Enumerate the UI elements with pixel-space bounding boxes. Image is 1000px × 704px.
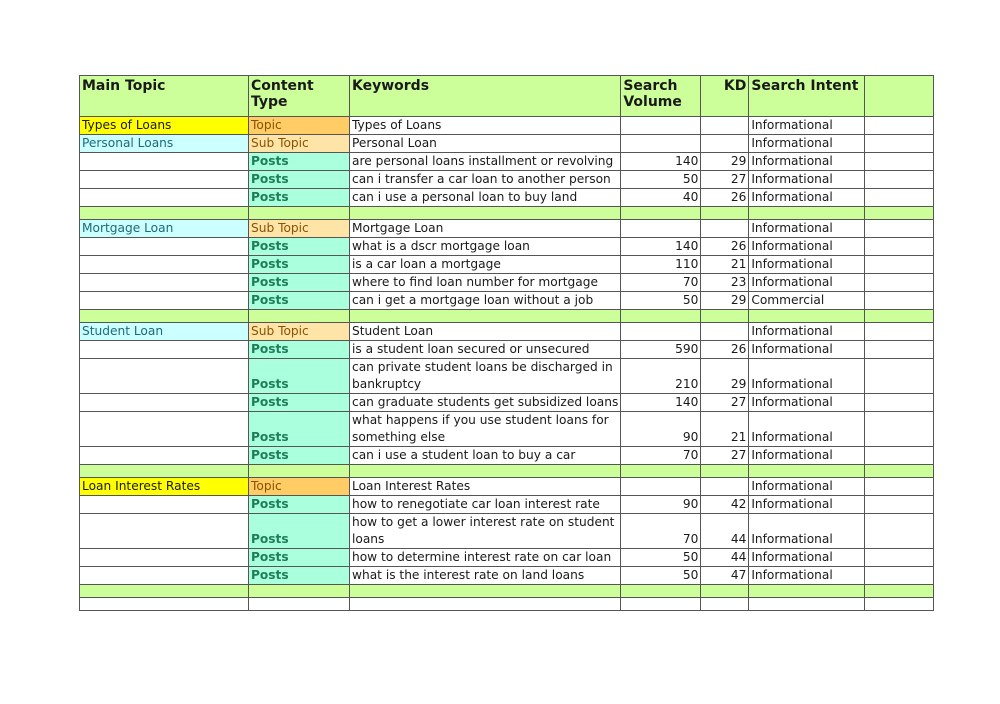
extra-cell[interactable] <box>865 153 934 171</box>
table-row <box>80 238 934 256</box>
content-type-cell[interactable]: Posts <box>249 171 350 189</box>
search-intent-cell[interactable]: Informational <box>749 220 865 238</box>
search-volume-cell[interactable]: 50 <box>621 171 701 189</box>
search-intent-cell[interactable]: Informational <box>749 447 865 465</box>
spacer-row <box>80 585 934 598</box>
search-volume-cell[interactable] <box>621 220 701 238</box>
table-row <box>80 153 934 171</box>
empty-cell[interactable] <box>350 598 621 611</box>
content-type-cell[interactable]: Topic <box>249 478 350 496</box>
empty-cell[interactable] <box>350 585 621 598</box>
table-row <box>80 549 934 567</box>
search-volume-cell[interactable]: 140 <box>621 153 701 171</box>
empty-cell[interactable] <box>865 310 934 323</box>
kd-cell[interactable]: 27 <box>701 447 749 465</box>
keyword-cell[interactable]: can i get a mortgage loan without a job <box>350 292 621 310</box>
search-volume-cell[interactable]: 140 <box>621 238 701 256</box>
spacer-row <box>80 310 934 323</box>
search-volume-cell[interactable]: 50 <box>621 292 701 310</box>
kd-cell[interactable]: 23 <box>701 274 749 292</box>
kd-cell[interactable]: 27 <box>701 394 749 412</box>
empty-cell[interactable] <box>749 207 865 220</box>
content-type-cell[interactable]: Posts <box>249 153 350 171</box>
header-row <box>80 76 934 117</box>
table-row <box>80 220 934 238</box>
empty-cell[interactable] <box>749 585 865 598</box>
kd-cell[interactable]: 47 <box>701 567 749 585</box>
keyword-cell[interactable]: can graduate students get subsidized loans <box>350 394 621 412</box>
keyword-cell[interactable]: can i use a personal loan to buy land <box>350 189 621 207</box>
empty-cell[interactable] <box>621 598 701 611</box>
kd-cell[interactable]: 29 <box>701 153 749 171</box>
keyword-cell[interactable]: Student Loan <box>350 323 621 341</box>
table-row <box>80 567 934 585</box>
search-volume-cell[interactable]: 70 <box>621 274 701 292</box>
search-intent-cell[interactable]: Informational <box>749 412 865 447</box>
empty-cell[interactable] <box>350 465 621 478</box>
content-type-cell[interactable]: Posts <box>249 496 350 514</box>
search-volume-cell[interactable]: 50 <box>621 567 701 585</box>
search-volume-cell[interactable]: 40 <box>621 189 701 207</box>
table-row <box>80 341 934 359</box>
main-topic-cell[interactable] <box>80 549 249 567</box>
header-keywords[interactable]: Keywords <box>350 76 621 117</box>
main-topic-cell[interactable] <box>80 567 249 585</box>
search-volume-cell[interactable]: 140 <box>621 394 701 412</box>
search-intent-cell[interactable]: Informational <box>749 238 865 256</box>
keyword-cell[interactable]: what is the interest rate on land loans <box>350 567 621 585</box>
keyword-cell[interactable]: can private student loans be discharged in bankruptcy <box>350 359 621 394</box>
main-topic-cell[interactable]: Types of Loans <box>80 117 249 135</box>
search-volume-cell[interactable] <box>621 323 701 341</box>
content-type-cell[interactable]: Posts <box>249 447 350 465</box>
empty-cell[interactable] <box>249 310 350 323</box>
extra-cell[interactable] <box>865 514 934 549</box>
search-volume-cell[interactable]: 590 <box>621 341 701 359</box>
search-intent-cell[interactable]: Informational <box>749 117 865 135</box>
table-row <box>80 323 934 341</box>
keyword-cell[interactable]: where to find loan number for mortgage <box>350 274 621 292</box>
search-intent-cell[interactable]: Informational <box>749 567 865 585</box>
header-search-intent[interactable]: Search Intent <box>749 76 865 117</box>
keyword-cell[interactable]: how to determine interest rate on car loan <box>350 549 621 567</box>
content-type-cell[interactable]: Posts <box>249 189 350 207</box>
empty-cell[interactable] <box>249 585 350 598</box>
main-topic-cell[interactable] <box>80 189 249 207</box>
search-volume-cell[interactable] <box>621 135 701 153</box>
main-topic-cell[interactable]: Mortgage Loan <box>80 220 249 238</box>
search-volume-cell[interactable] <box>621 117 701 135</box>
kd-cell[interactable] <box>701 220 749 238</box>
search-volume-cell[interactable]: 90 <box>621 496 701 514</box>
empty-cell[interactable] <box>749 465 865 478</box>
main-topic-cell[interactable] <box>80 412 249 447</box>
content-type-cell[interactable]: Posts <box>249 549 350 567</box>
kd-cell[interactable]: 21 <box>701 412 749 447</box>
empty-cell[interactable] <box>701 310 749 323</box>
search-volume-cell[interactable] <box>621 478 701 496</box>
kd-cell[interactable]: 44 <box>701 514 749 549</box>
kd-cell[interactable] <box>701 135 749 153</box>
keyword-cell[interactable]: Types of Loans <box>350 117 621 135</box>
extra-cell[interactable] <box>865 567 934 585</box>
content-type-cell[interactable]: Posts <box>249 256 350 274</box>
search-volume-cell[interactable]: 210 <box>621 359 701 394</box>
extra-cell[interactable] <box>865 220 934 238</box>
extra-cell[interactable] <box>865 447 934 465</box>
kd-cell[interactable]: 44 <box>701 549 749 567</box>
table-row <box>80 274 934 292</box>
empty-cell[interactable] <box>865 598 934 611</box>
main-topic-cell[interactable]: Student Loan <box>80 323 249 341</box>
keyword-cell[interactable]: can i transfer a car loan to another person <box>350 171 621 189</box>
empty-cell[interactable] <box>80 598 249 611</box>
extra-cell[interactable] <box>865 341 934 359</box>
header-search-volume[interactable]: Search Volume <box>621 76 701 117</box>
extra-cell[interactable] <box>865 394 934 412</box>
empty-cell[interactable] <box>749 598 865 611</box>
content-type-cell[interactable]: Sub Topic <box>249 220 350 238</box>
search-intent-cell[interactable]: Commercial <box>749 292 865 310</box>
main-topic-cell[interactable] <box>80 514 249 549</box>
kd-cell[interactable]: 27 <box>701 171 749 189</box>
search-volume-cell[interactable]: 110 <box>621 256 701 274</box>
main-topic-cell[interactable] <box>80 341 249 359</box>
kd-cell[interactable] <box>701 117 749 135</box>
content-type-cell[interactable]: Posts <box>249 292 350 310</box>
empty-cell[interactable] <box>701 207 749 220</box>
search-intent-cell[interactable]: Informational <box>749 341 865 359</box>
table-row <box>80 135 934 153</box>
empty-cell[interactable] <box>80 465 249 478</box>
table-row <box>80 256 934 274</box>
empty-cell[interactable] <box>701 598 749 611</box>
keyword-cell[interactable]: Loan Interest Rates <box>350 478 621 496</box>
table-row <box>80 496 934 514</box>
extra-cell[interactable] <box>865 412 934 447</box>
empty-cell[interactable] <box>80 585 249 598</box>
keyword-cell[interactable]: are personal loans installment or revolving <box>350 153 621 171</box>
empty-cell[interactable] <box>249 598 350 611</box>
extra-cell[interactable] <box>865 256 934 274</box>
empty-cell[interactable] <box>701 465 749 478</box>
header-content-type[interactable]: Content Type <box>249 76 350 117</box>
keyword-cell[interactable]: Personal Loan <box>350 135 621 153</box>
empty-cell[interactable] <box>865 585 934 598</box>
kd-cell[interactable]: 26 <box>701 189 749 207</box>
search-intent-cell[interactable]: Informational <box>749 153 865 171</box>
empty-cell[interactable] <box>80 207 249 220</box>
content-type-cell[interactable]: Sub Topic <box>249 323 350 341</box>
content-type-cell[interactable]: Posts <box>249 274 350 292</box>
table-row <box>80 478 934 496</box>
search-volume-cell[interactable]: 90 <box>621 412 701 447</box>
extra-cell[interactable] <box>865 323 934 341</box>
content-type-cell[interactable]: Posts <box>249 341 350 359</box>
extra-cell[interactable] <box>865 549 934 567</box>
main-topic-cell[interactable] <box>80 238 249 256</box>
main-topic-cell[interactable] <box>80 496 249 514</box>
extra-cell[interactable] <box>865 292 934 310</box>
main-topic-cell[interactable]: Personal Loans <box>80 135 249 153</box>
search-intent-cell[interactable]: Informational <box>749 549 865 567</box>
empty-cell[interactable] <box>865 465 934 478</box>
empty-cell[interactable] <box>701 585 749 598</box>
content-type-cell[interactable]: Posts <box>249 238 350 256</box>
table-row <box>80 394 934 412</box>
extra-cell[interactable] <box>865 478 934 496</box>
header-extra[interactable] <box>865 76 934 117</box>
search-intent-cell[interactable]: Informational <box>749 171 865 189</box>
empty-cell[interactable] <box>865 207 934 220</box>
empty-cell[interactable] <box>350 310 621 323</box>
header-kd[interactable]: KD <box>701 76 749 117</box>
main-topic-cell[interactable] <box>80 274 249 292</box>
header-main-topic[interactable]: Main Topic <box>80 76 249 117</box>
kd-cell[interactable]: 42 <box>701 496 749 514</box>
search-intent-cell[interactable]: Informational <box>749 496 865 514</box>
content-type-cell[interactable]: Posts <box>249 359 350 394</box>
kd-cell[interactable]: 29 <box>701 292 749 310</box>
empty-cell[interactable] <box>621 465 701 478</box>
keyword-cell[interactable]: is a car loan a mortgage <box>350 256 621 274</box>
spacer-row <box>80 465 934 478</box>
main-topic-cell[interactable] <box>80 171 249 189</box>
empty-cell[interactable] <box>621 207 701 220</box>
keyword-cell[interactable]: what happens if you use student loans for something else <box>350 412 621 447</box>
blank-row <box>80 598 934 611</box>
extra-cell[interactable] <box>865 274 934 292</box>
extra-cell[interactable] <box>865 496 934 514</box>
table-row <box>80 171 934 189</box>
keyword-cell[interactable]: is a student loan secured or unsecured <box>350 341 621 359</box>
empty-cell[interactable] <box>80 310 249 323</box>
search-volume-cell[interactable]: 50 <box>621 549 701 567</box>
search-intent-cell[interactable]: Informational <box>749 359 865 394</box>
content-type-cell[interactable]: Sub Topic <box>249 135 350 153</box>
extra-cell[interactable] <box>865 359 934 394</box>
extra-cell[interactable] <box>865 117 934 135</box>
main-topic-cell[interactable] <box>80 292 249 310</box>
content-type-cell[interactable]: Posts <box>249 514 350 549</box>
search-intent-cell[interactable]: Informational <box>749 135 865 153</box>
extra-cell[interactable] <box>865 135 934 153</box>
keyword-cell[interactable]: can i use a student loan to buy a car <box>350 447 621 465</box>
keyword-cell[interactable]: how to renegotiate car loan interest rate <box>350 496 621 514</box>
keyword-cell[interactable]: how to get a lower interest rate on student loans <box>350 514 621 549</box>
search-intent-cell[interactable]: Informational <box>749 189 865 207</box>
content-type-cell[interactable]: Posts <box>249 412 350 447</box>
empty-cell[interactable] <box>749 310 865 323</box>
search-intent-cell[interactable]: Informational <box>749 274 865 292</box>
kd-cell[interactable]: 26 <box>701 238 749 256</box>
search-volume-cell[interactable]: 70 <box>621 447 701 465</box>
search-volume-cell[interactable]: 70 <box>621 514 701 549</box>
search-intent-cell[interactable]: Informational <box>749 323 865 341</box>
search-intent-cell[interactable]: Informational <box>749 256 865 274</box>
main-topic-cell[interactable] <box>80 256 249 274</box>
empty-cell[interactable] <box>350 207 621 220</box>
table-row <box>80 189 934 207</box>
kd-cell[interactable]: 26 <box>701 341 749 359</box>
main-topic-cell[interactable] <box>80 359 249 394</box>
table-row <box>80 412 934 447</box>
main-topic-cell[interactable] <box>80 447 249 465</box>
extra-cell[interactable] <box>865 238 934 256</box>
table-row <box>80 292 934 310</box>
content-type-cell[interactable]: Posts <box>249 567 350 585</box>
empty-cell[interactable] <box>249 207 350 220</box>
table-row <box>80 447 934 465</box>
spacer-row <box>80 207 934 220</box>
main-topic-cell[interactable]: Loan Interest Rates <box>80 478 249 496</box>
empty-cell[interactable] <box>249 465 350 478</box>
search-intent-cell[interactable]: Informational <box>749 394 865 412</box>
table-row <box>80 514 934 549</box>
empty-cell[interactable] <box>621 310 701 323</box>
keyword-plan-table <box>79 75 934 611</box>
kd-cell[interactable]: 29 <box>701 359 749 394</box>
main-topic-cell[interactable] <box>80 394 249 412</box>
search-intent-cell[interactable]: Informational <box>749 478 865 496</box>
extra-cell[interactable] <box>865 189 934 207</box>
table-row <box>80 117 934 135</box>
kd-cell[interactable]: 21 <box>701 256 749 274</box>
content-type-cell[interactable]: Topic <box>249 117 350 135</box>
empty-cell[interactable] <box>621 585 701 598</box>
extra-cell[interactable] <box>865 171 934 189</box>
search-intent-cell[interactable]: Informational <box>749 514 865 549</box>
keyword-cell[interactable]: what is a dscr mortgage loan <box>350 238 621 256</box>
main-topic-cell[interactable] <box>80 153 249 171</box>
kd-cell[interactable] <box>701 323 749 341</box>
table-row <box>80 359 934 394</box>
keyword-cell[interactable]: Mortgage Loan <box>350 220 621 238</box>
content-type-cell[interactable]: Posts <box>249 394 350 412</box>
kd-cell[interactable] <box>701 478 749 496</box>
